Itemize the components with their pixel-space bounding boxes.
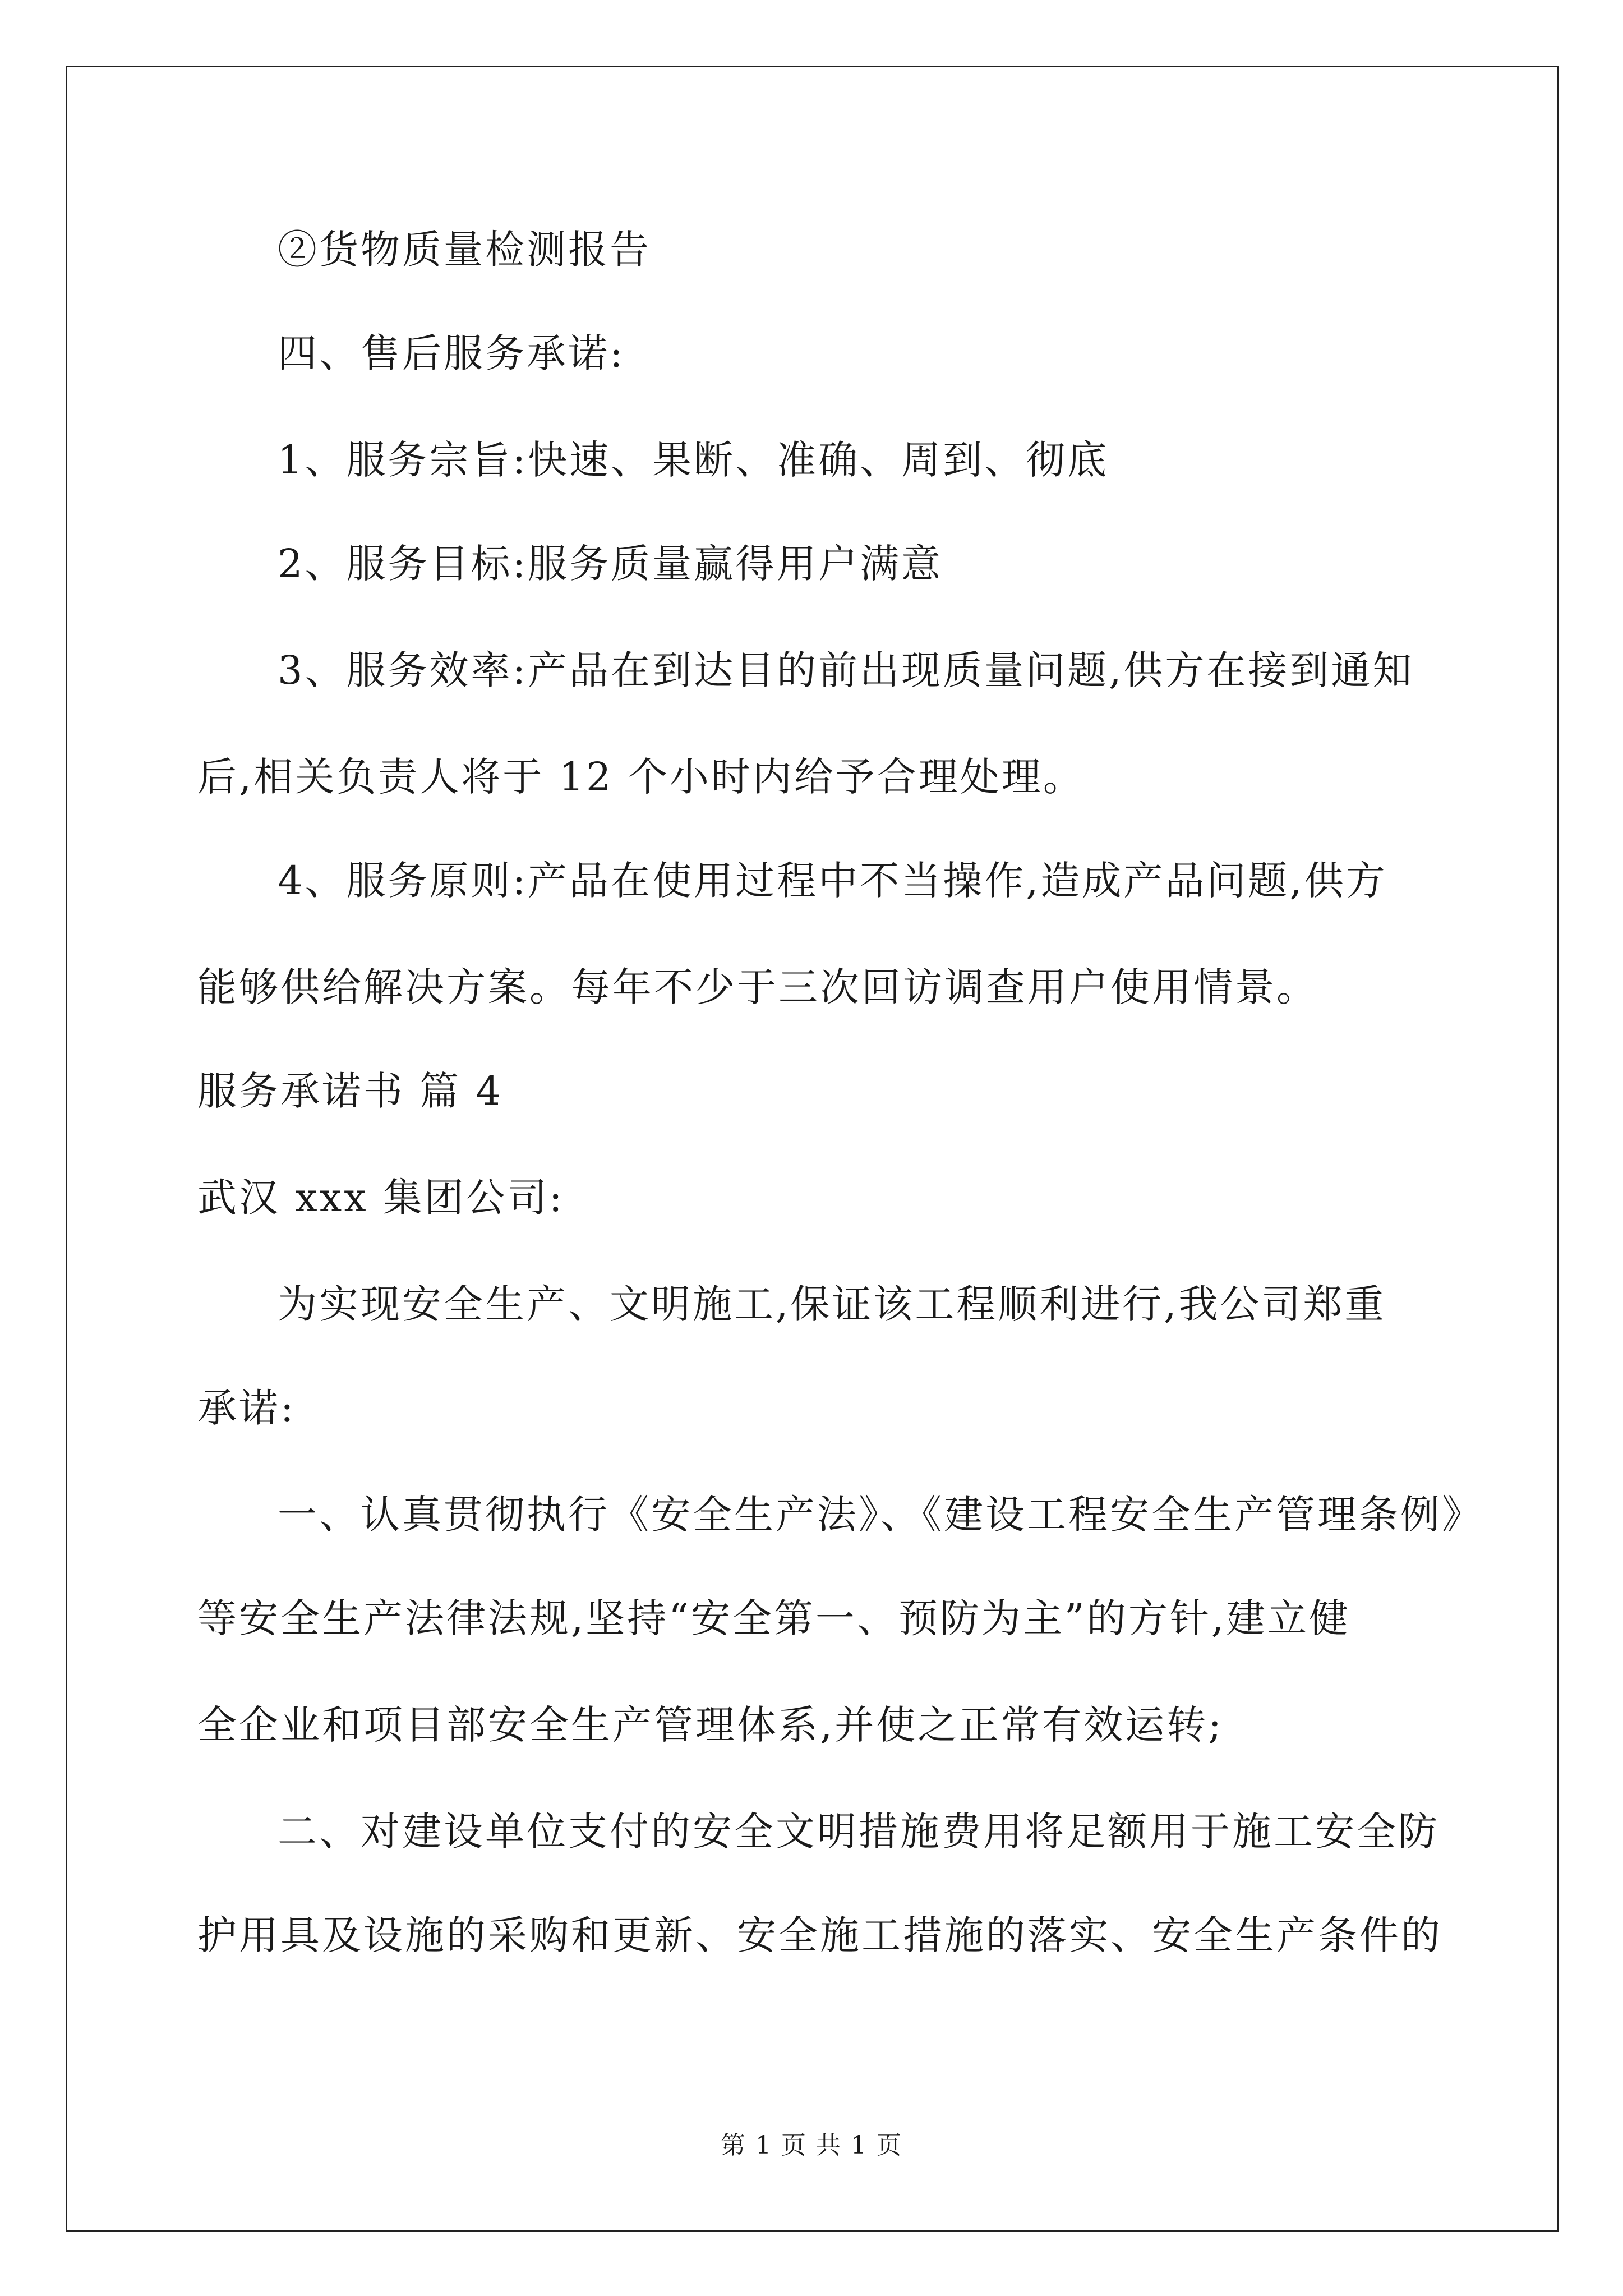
text-line: 承诺: — [197, 1385, 296, 1431]
document-heading: 服务承诺书 篇 4 — [197, 1068, 504, 1114]
text-line: 为实现安全生产、文明施工,保证该工程顺利进行,我公司郑重 — [278, 1281, 1386, 1327]
section-heading: 四、售后服务承诺: — [278, 330, 625, 376]
text-line: 后,相关负责人将于 12 个小时内给予合理处理。 — [197, 754, 1085, 800]
addressee: 武汉 xxx 集团公司: — [197, 1175, 565, 1221]
text-line: 2、服务目标:服务质量赢得用户满意 — [278, 541, 943, 587]
page-border — [66, 66, 1559, 2232]
text-line: 能够供给解决方案。每年不少于三次回访调查用户使用情景。 — [197, 964, 1318, 1010]
text-line: 等安全生产法律法规,坚持“安全第一、预防为主”的方针,建立健 — [197, 1595, 1351, 1641]
text-line: 1、服务宗旨:快速、果断、准确、周到、彻底 — [278, 437, 1109, 483]
text-line: 护用具及设施的采购和更新、安全施工措施的落实、安全生产条件的 — [197, 1912, 1442, 1958]
text-line: ②货物质量检测报告 — [278, 227, 651, 273]
text-line: 4、服务原则:产品在使用过程中不当操作,造成产品问题,供方 — [278, 858, 1387, 904]
text-line: 全企业和项目部安全生产管理体系,并使之正常有效运转; — [197, 1702, 1224, 1748]
text-line: 二、对建设单位支付的安全文明措施费用将足额用于施工安全防 — [278, 1809, 1440, 1855]
page-footer: 第 1 页 共 1 页 — [721, 2131, 902, 2160]
text-line: 一、认真贯彻执行《安全生产法》、《建设工程安全生产管理条例》 — [278, 1492, 1483, 1538]
text-line: 3、服务效率:产品在到达目的前出现质量问题,供方在接到通知 — [278, 647, 1414, 693]
